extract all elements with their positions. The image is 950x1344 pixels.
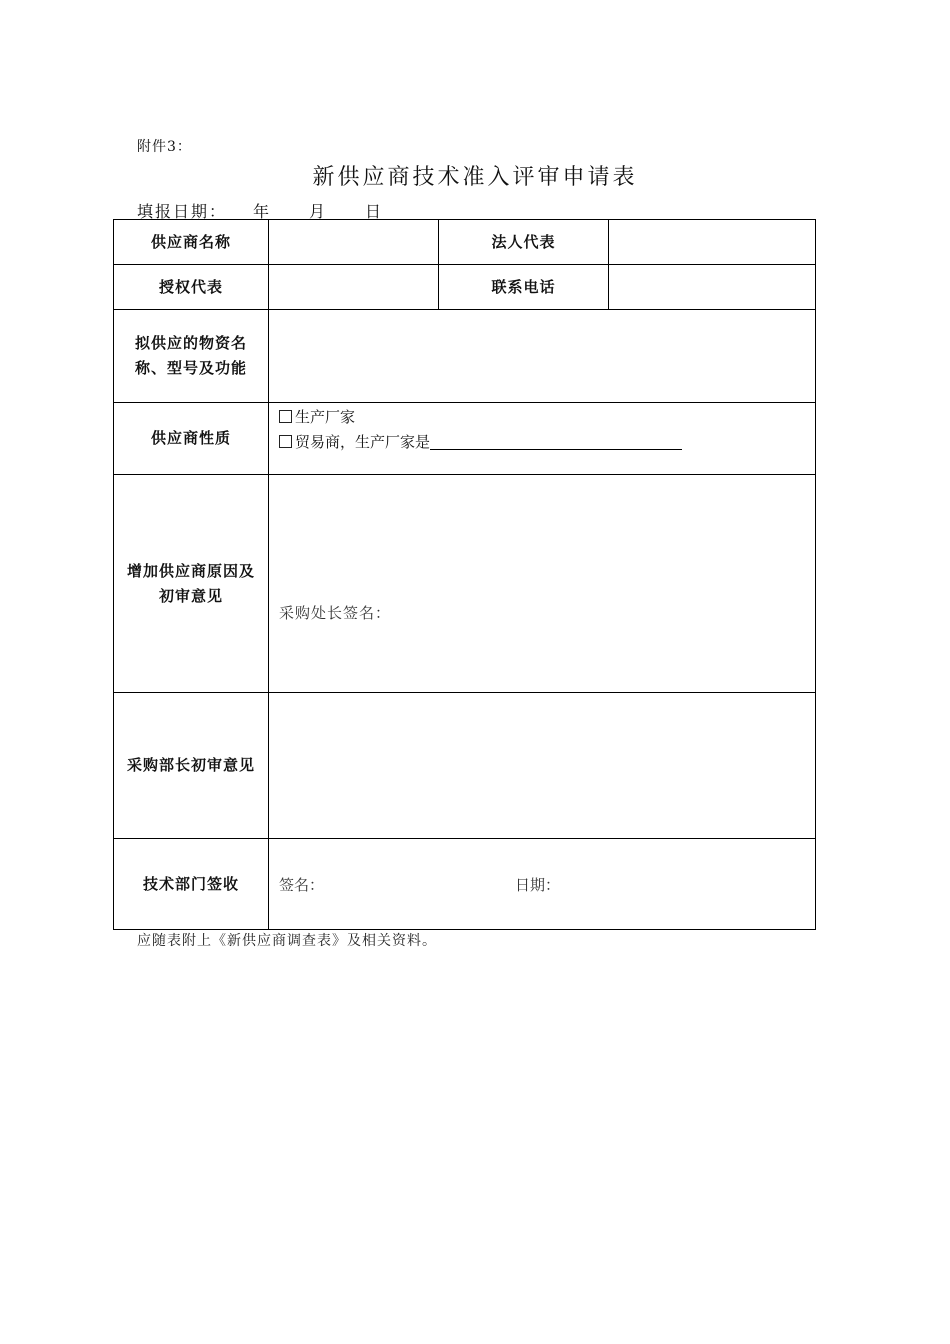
- row-tech-receipt: [114, 839, 816, 930]
- reason-field[interactable]: [269, 475, 816, 693]
- materials-label-line1: 拟供应的物资名: [134, 334, 247, 352]
- authorized-rep-label: 授权代表: [114, 265, 269, 310]
- row-supplier-name: [114, 220, 816, 265]
- form-title: 新供应商技术准入评审申请表: [312, 165, 638, 190]
- manufacturer-name-blank[interactable]: [430, 435, 682, 450]
- supplier-name-label: 供应商名称: [114, 220, 269, 265]
- row-authorized-rep: [114, 265, 816, 310]
- phone-label: 联系电话: [439, 265, 609, 310]
- date-day-label: 日: [365, 202, 384, 221]
- tech-receipt-field[interactable]: [269, 839, 816, 930]
- trader-option-label: 贸易商，生产厂家是: [295, 433, 431, 451]
- fill-date-label: 填报日期：: [137, 202, 228, 221]
- tech-receipt-label: 技术部门签收: [114, 839, 269, 930]
- attachment-label: 附件3：: [137, 139, 192, 155]
- row-materials: [114, 310, 816, 403]
- authorized-rep-field[interactable]: [269, 265, 439, 310]
- manufacturer-option-label: 生产厂家: [295, 408, 356, 426]
- date-year-label: 年: [253, 202, 272, 221]
- nature-option-trader[interactable]: [279, 430, 815, 455]
- footnote: 应随表附上《新供应商调查表》及相关资料。: [137, 933, 437, 949]
- materials-field[interactable]: [269, 310, 816, 403]
- tech-date-label: 日期：: [515, 876, 561, 894]
- materials-label-line2: 称、型号及功能: [134, 359, 247, 377]
- nature-field: [269, 403, 816, 475]
- dept-head-opinion-field[interactable]: [269, 693, 816, 839]
- row-reason: [114, 475, 816, 693]
- supplier-name-field[interactable]: [269, 220, 439, 265]
- row-dept-head-opinion: [114, 693, 816, 839]
- application-form-table: [113, 219, 816, 930]
- reason-label-line1: 增加供应商原因及: [126, 561, 255, 580]
- tech-signature-label: 签名：: [279, 876, 325, 894]
- nature-label: 供应商性质: [114, 403, 269, 475]
- reason-label: [114, 475, 269, 693]
- materials-label: [114, 310, 269, 403]
- date-month-label: 月: [309, 202, 328, 221]
- purchasing-director-signature-label: 采购处长签名：: [279, 604, 392, 622]
- reason-label-line2: 初审意见: [158, 586, 223, 605]
- nature-option-manufacturer[interactable]: [279, 405, 815, 430]
- phone-field[interactable]: [609, 265, 816, 310]
- trader-checkbox[interactable]: [279, 435, 292, 448]
- dept-head-opinion-label: 采购部长初审意见: [114, 693, 269, 839]
- legal-rep-label: 法人代表: [439, 220, 609, 265]
- manufacturer-checkbox[interactable]: [279, 410, 292, 423]
- row-supplier-nature: [114, 403, 816, 475]
- legal-rep-field[interactable]: [609, 220, 816, 265]
